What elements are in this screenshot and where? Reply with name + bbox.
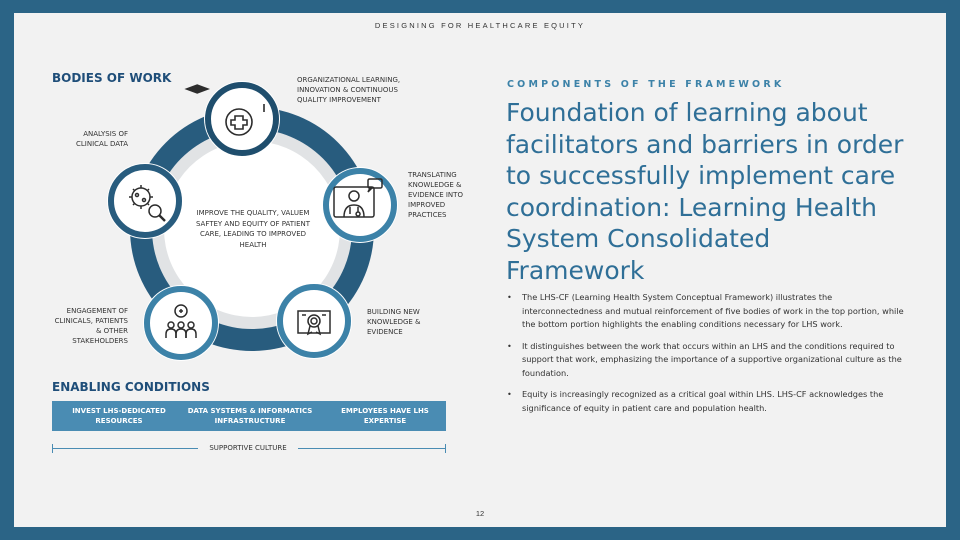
bullet-text: It distinguishes between the work that occurs within an LHS and the conditions required to support that work, emphasizing the importance of a supportive organizational culture as the foundation. xyxy=(522,340,902,378)
bullet-dot: • xyxy=(507,340,512,351)
bullet-item xyxy=(505,291,905,332)
label-organizational-learning: ORGANIZATIONAL LEARNING, INNOVATION & CONTINUOUS QUALITY IMPROVEMENT xyxy=(297,76,401,104)
label-building-knowledge: BUILDING NEW KNOWLEDGE & EVIDENCE xyxy=(367,308,421,336)
slide xyxy=(14,13,946,527)
bullet-dot: • xyxy=(507,292,512,302)
label-engagement: ENGAGEMENT OF CLINICALS, PATIENTS & OTHER STAKEHOLDERS xyxy=(54,307,128,345)
components-heading: COMPONENTS OF THE FRAMEWORK xyxy=(507,79,785,90)
node-building-knowledge xyxy=(276,283,352,359)
center-goal-text: IMPROVE THE QUALITY, VALUEM SAFTEY AND EQUITY OF PATIENT CARE, LEADING TO IMPROVED HEALTH xyxy=(195,209,311,249)
supportive-culture-bar xyxy=(52,443,446,455)
slide-title: DESIGNING FOR HEALTHCARE EQUITY xyxy=(374,21,586,30)
bullet-dot: • xyxy=(507,389,512,399)
enabling-item-resources: INVEST LHS-DEDICATED RESOURCES xyxy=(72,407,166,425)
bullet-item xyxy=(505,388,905,415)
bullet-item xyxy=(505,340,905,381)
bullet-text: The LHS-CF (Learning Health System Conceptual Framework) illustrates the interconnectedness and mutual reinforcement of five bodies of work in the top portion, while the bottom portion highlights the enabling conditions necessary for LHS work. xyxy=(522,292,904,329)
enabling-conditions-heading: ENABLING CONDITIONS xyxy=(52,380,210,394)
enabling-item-expertise: EMPLOYEES HAVE LHS EXPERTISE xyxy=(341,407,429,425)
label-analysis: ANALYSIS OF CLINICAL DATA xyxy=(76,130,128,148)
bullet-list xyxy=(505,291,905,423)
supportive-line-left xyxy=(52,448,198,449)
node-organizational-learning xyxy=(204,81,280,157)
framework-headline: Foundation of learning about facilitators and barriers in order to successfully implement care coordination: Learning Health System Consolidated Framework xyxy=(506,98,904,285)
enabling-item-data-systems: DATA SYSTEMS & INFORMATICS INFRASTRUCTURE xyxy=(187,407,313,425)
supportive-culture-label: SUPPORTIVE CULTURE xyxy=(209,444,287,452)
bullet-text: Equity is increasingly recognized as a critical goal within LHS. LHS-CF acknowledges the significance of equity in patient care and population health. xyxy=(522,389,884,413)
label-translating-knowledge: TRANSLATING KNOWLEDGE & EVIDENCE INTO IMPROVED PRACTICES xyxy=(408,171,463,219)
supportive-tick-right xyxy=(445,444,446,453)
enabling-banner xyxy=(52,401,446,431)
supportive-line-right xyxy=(298,448,446,449)
bodies-of-work-heading: BODIES OF WORK xyxy=(52,71,172,85)
supportive-tick-left xyxy=(52,444,53,453)
page-number: 12 xyxy=(475,509,485,518)
node-engagement xyxy=(143,285,219,361)
